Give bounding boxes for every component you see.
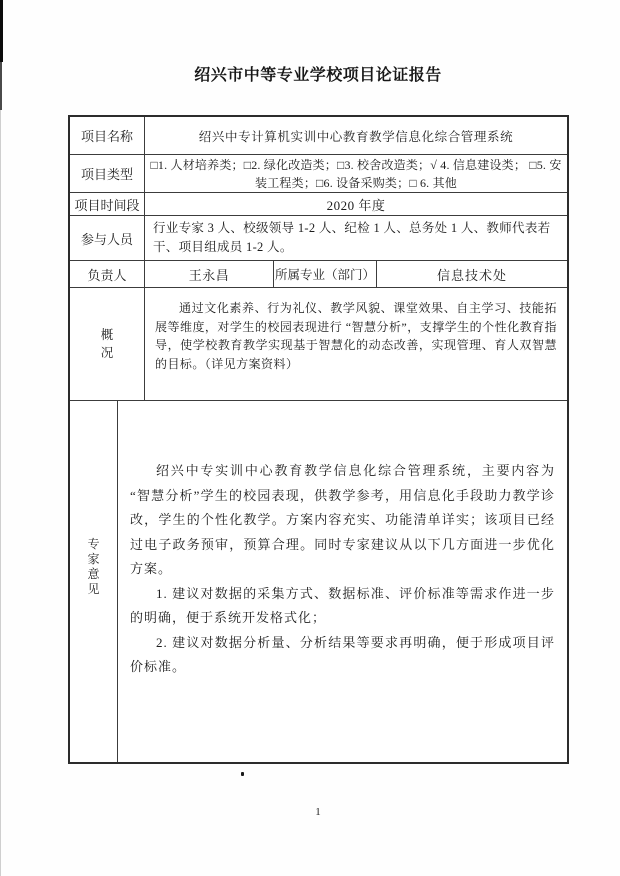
leader-label: 负责人 [70,261,145,287]
row-project-type [70,154,567,192]
project-name-label: 项目名称 [70,117,145,154]
overview-text: 通过文化素养、行为礼仪、教学风貌、课堂效果、自主学习、技能拓展等维度，对学生的校园表现进行 “智慧分析”，支撑学生的个性化教育指导，使学校教育教学实现基于智慧化的动态改善，实现管理、育人双智慧的目标。（详见方案资料） [155,301,557,371]
row-participants [70,215,567,260]
project-type-options [145,155,567,192]
participants-label: 参与人员 [70,216,145,260]
project-period-value: 2020 年度 [326,197,386,213]
row-expert-opinion [70,400,567,762]
option-label: 4. 信息建设类； [437,158,530,172]
project-report-form-table [68,115,569,764]
expert-opinion-item-2: 2. 建议对数据分析量、分析结果等要求再明确，便于形成项目评价标准。 [130,634,555,674]
row-overview [70,287,567,400]
overview-label: 概况 [70,288,145,400]
page-title: 绍兴市中等专业学校项目论证报告 [194,67,442,84]
scan-edge-artifact-line [0,110,1,876]
scan-edge-artifact-dark [0,0,3,62]
option-label: 6. 设备采购类； [323,176,410,190]
department-label: 所属专业（部门） [274,261,377,287]
checkbox-icon: □ [409,176,417,190]
option-label: 1. 人材培养类； [157,158,244,172]
expert-opinion-paragraph: 绍兴中专实训中心教育教学信息化综合管理系统，主要内容为 “智慧分析”学生的校园表现，供教学参考，用信息化手段助力教学诊改，学生的个性化教学。方案内容充实、功能清单详实；该项目已经过电子政务预审，预算合理。同时专家建议从以下几方面进一步优化方案。 [130,463,555,576]
expert-opinion-text [118,401,567,762]
expert-opinion-item-1: 1. 建议对数据的采集方式、数据标准、评价标准等需求作进一步的明确，便于系统开发格式化； [130,585,555,625]
checkbox-icon: □ [150,158,158,172]
expert-opinion-label: 专家意见 [70,401,118,762]
project-name-value: 绍兴中专计算机实训中心教育教学信息化综合管理系统 [198,129,514,144]
check-icon: √ [430,158,438,172]
checkbox-icon: □ [243,158,252,172]
department-value: 信息技术处 [436,267,507,283]
option-label: 2. 绿化改造类； [251,158,337,172]
row-project-period [70,192,567,215]
checkbox-icon: □ [316,176,324,190]
row-leader [70,260,567,287]
checkbox-icon: □ [337,158,345,172]
project-period-label: 项目时间段 [70,193,145,215]
participants-value: 行业专家 3 人、校级领导 1-2 人、纪检 1 人、总务处 1 人、教师代表若干、项目组成员 1-2 人。 [153,221,551,254]
row-project-name [70,117,567,154]
option-label: 6. 其他 [416,176,457,190]
scan-speck [241,772,244,776]
leader-name-value: 王永昌 [145,261,274,287]
project-type-label: 项目类型 [70,155,145,192]
option-label: 3. 校舍改造类； [344,158,431,172]
checkbox-icon: □ [529,158,537,172]
page-number: 1 [315,806,321,818]
option-label: 5. 安装工程类； [255,158,562,190]
